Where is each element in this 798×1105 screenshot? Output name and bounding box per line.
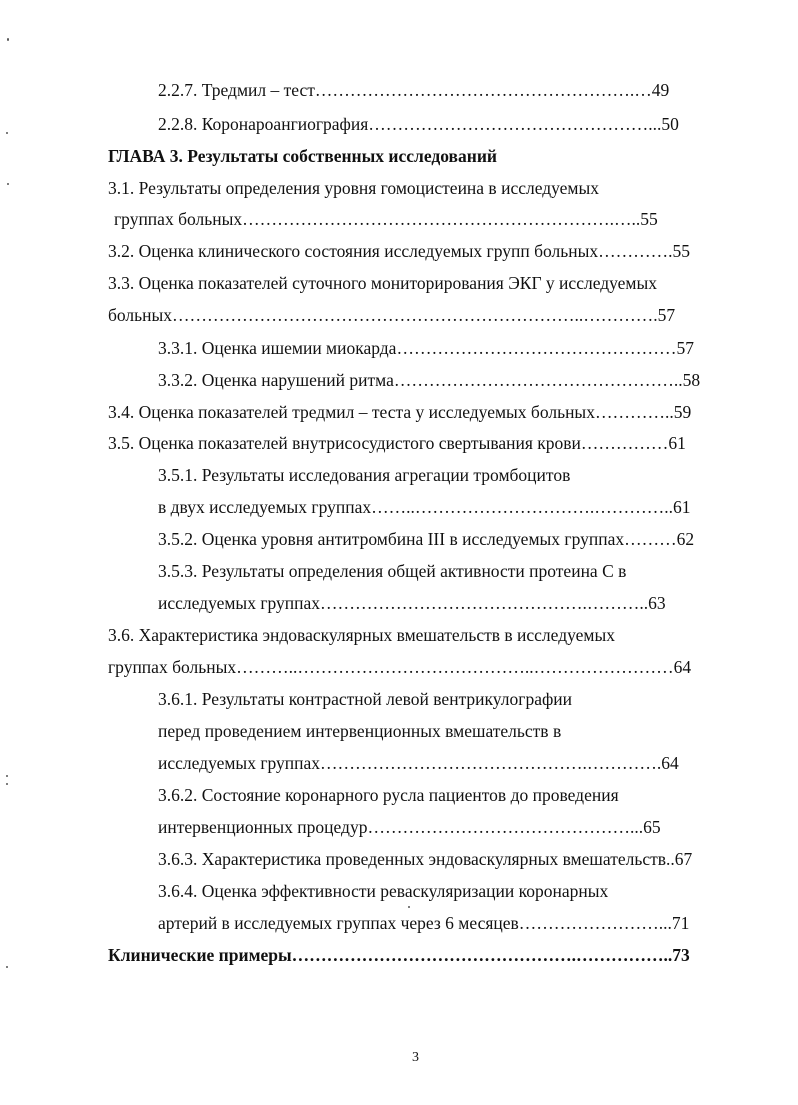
toc-entry-3-5-3-cont: исследуемых группах……………………………………….………..63 bbox=[158, 593, 666, 613]
scan-speck bbox=[6, 132, 8, 134]
toc-entry-3-6-4: 3.6.4. Оценка эффективности реваскуляризации коронарных bbox=[158, 881, 609, 901]
toc-entry-clinical-examples: Клинические примеры………………………………………….……………..73 bbox=[108, 945, 690, 965]
toc-entry-3-6-2-cont: интервенционных процедур………………………………………...65 bbox=[158, 817, 661, 837]
toc-entry-3-1: 3.1. Результаты определения уровня гомоцистеина в исследуемых bbox=[108, 178, 600, 198]
page-number: 3 bbox=[412, 1050, 419, 1065]
toc-entry-3-5-3: 3.5.3. Результаты определения общей активности протеина С в bbox=[158, 561, 627, 581]
toc-entry-3-3-2: 3.3.2. Оценка нарушений ритма…………………………………………..58 bbox=[158, 370, 701, 390]
scan-speck bbox=[7, 183, 9, 185]
toc-entry-3-5: 3.5. Оценка показателей внутрисосудистого свертывания крови……………61 bbox=[108, 433, 686, 453]
scan-speck bbox=[7, 38, 9, 41]
scan-speck bbox=[6, 966, 8, 968]
toc-entry-3-4: 3.4. Оценка показателей тредмил – теста у исследуемых больных…………..59 bbox=[108, 402, 692, 422]
toc-entry-3-6-3: 3.6.3. Характеристика проведенных эндоваскулярных вмешательств..67 bbox=[158, 849, 693, 869]
toc-entry-3-5-2: 3.5.2. Оценка уровня антитромбина III в исследуемых группах………62 bbox=[158, 529, 695, 549]
toc-entry-3-2: 3.2. Оценка клинического состояния исследуемых групп больных………….55 bbox=[108, 241, 690, 261]
toc-entry-3-6-1-cont2: исследуемых группах……………………………………….………….64 bbox=[158, 753, 679, 773]
toc-entry-2-2-8: 2.2.8. Коронароангиография…………………………………………...50 bbox=[158, 114, 679, 134]
toc-entry-3-6-2: 3.6.2. Состояние коронарного русла пациентов до проведения bbox=[158, 785, 619, 805]
toc-entry-3-6-1-cont1: перед проведением интервенционных вмешательств в bbox=[158, 721, 562, 741]
toc-entry-3-1-cont: группах больных……………………………………………………….…..55 bbox=[114, 209, 658, 229]
toc-entry-3-3-cont: больных……………………………………………………………..………….57 bbox=[108, 305, 676, 325]
toc-entry-3-6-1: 3.6.1. Результаты контрастной левой вентрикулографии bbox=[158, 689, 573, 709]
toc-entry-3-3: 3.3. Оценка показателей суточного мониторирования ЭКГ у исследуемых bbox=[108, 273, 658, 293]
toc-chapter-3-heading: ГЛАВА 3. Результаты собственных исследований bbox=[108, 146, 497, 166]
scan-speck bbox=[6, 775, 8, 777]
scan-speck bbox=[408, 906, 410, 908]
scan-speck bbox=[6, 783, 8, 785]
toc-entry-3-5-1-cont: в двух исследуемых группах……..………………………….…………..61 bbox=[158, 497, 691, 517]
toc-entry-3-6-4-cont: артерий в исследуемых группах через 6 месяцев……………………...71 bbox=[158, 913, 690, 933]
toc-entry-2-2-7: 2.2.7. Тредмил – тест……………………………………………….…49 bbox=[158, 80, 670, 100]
toc-entry-3-6-cont: группах больных………..…………………………………..……………………64 bbox=[108, 657, 692, 677]
toc-entry-3-3-1: 3.3.1. Оценка ишемии миокарда…………………………………………57 bbox=[158, 338, 694, 358]
toc-entry-3-5-1: 3.5.1. Результаты исследования агрегации тромбоцитов bbox=[158, 465, 571, 485]
toc-entry-3-6: 3.6. Характеристика эндоваскулярных вмешательств в исследуемых bbox=[108, 625, 615, 645]
